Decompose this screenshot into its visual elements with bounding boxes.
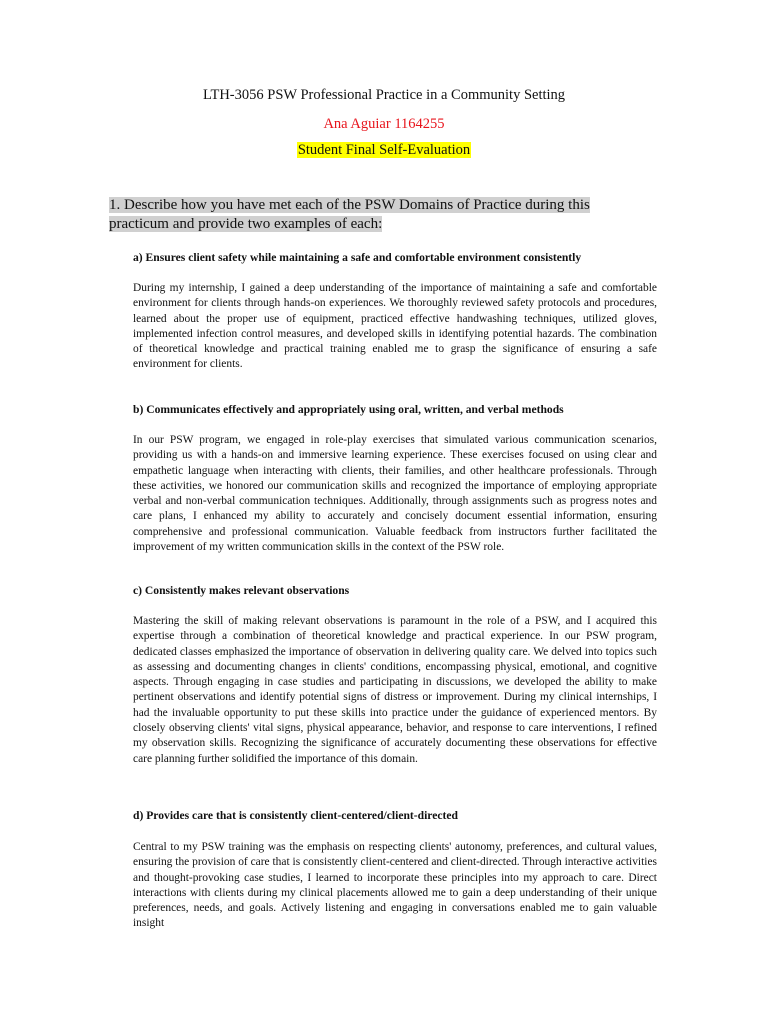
section-paragraph: Central to my PSW training was the emphasis on respecting clients' autonomy, preferences, and cultural values, ensuring the provision of care that is consistently client-centered and client-directed. Through interactive activities and thought-provoking case studies, I learned to incorporate these principles into my approach to care. Direct interactions with clients during my clinical placements allowed me to gain a deep understanding of their unique preferences, needs, and goals. Actively listening and engaging in conversations enabled me to gain valuable insight <box>133 841 657 930</box>
section-d <box>133 809 657 823</box>
section-a <box>133 251 657 265</box>
section-heading: c) Consistently makes relevant observations <box>133 584 350 597</box>
section-b <box>133 403 657 417</box>
question-line-1: 1. Describe how you have met each of the PSW Domains of Practice during this <box>109 197 590 213</box>
section-heading: a) Ensures client safety while maintaining a safe and comfortable environment consistently <box>133 251 582 264</box>
section-c-body <box>133 614 657 767</box>
section-d-body <box>133 840 657 932</box>
section-paragraph: Mastering the skill of making relevant observations is paramount in the role of a PSW, and I acquired this expertise through a combination of theoretical knowledge and practical experience. In our PSW program, dedicated classes emphasized the importance of observation in delivering quality care. We delved into topics such as assessing and documenting changes in clients' conditions, encompassing physical, emotional, and cognitive aspects. Through engaging in case studies and participating in discussions, we developed the ability to make pertinent observations and identify potential signs of distress or improvement. During my clinical internships, I had the invaluable opportunity to put these skills into practice under the guidance of experienced mentors. By closely observing clients' vital signs, physical appearance, behavior, and response to care interventions, I refined my observation skills. Recognizing the significance of accurately documenting these observations for effective care planning further solidified the importance of this domain. <box>133 615 657 765</box>
subtitle-highlight: Student Final Self-Evaluation <box>297 142 471 158</box>
student-name: Ana Aguiar 1164255 <box>323 116 445 132</box>
section-paragraph: During my internship, I gained a deep understanding of the importance of maintaining a safe and comfortable environment for clients through hands-on experiences. We thoroughly reviewed safety protocols and procedures, learned about the proper use of equipment, practiced effective handwashing techniques, utilized gloves, implemented infection control measures, and developed skills in identifying potential hazards. The combination of theoretical knowledge and practical training enabled me to grasp the significance of ensuring a safe environment for clients. <box>133 282 657 371</box>
question-line-2: practicum and provide two examples of each: <box>109 216 383 232</box>
section-heading: b) Communicates effectively and appropriately using oral, written, and verbal methods <box>133 403 564 416</box>
section-b-body <box>133 433 657 555</box>
section-a-body <box>133 281 657 373</box>
question-prompt <box>109 196 629 234</box>
section-c <box>133 584 657 598</box>
section-paragraph: In our PSW program, we engaged in role-play exercises that simulated various communication scenarios, providing us with a hands-on and immersive learning experience. These exercises focused on using clear and empathetic language when interacting with clients, their families, and other healthcare professionals. Through these activities, we honored our communication skills and recognized the importance of employing appropriate verbal and non-verbal communication techniques. Additionally, through assignments such as progress notes and care plans, I enhanced my ability to accurately and concisely document essential information, ensuring comprehensive and professional communication. Valuable feedback from instructors further facilitated the improvement of my written communication skills in the context of the PSW role. <box>133 434 657 554</box>
document-title: LTH-3056 PSW Professional Practice in a Community Setting <box>202 87 566 103</box>
document-subtitle <box>0 141 768 159</box>
section-heading: d) Provides care that is consistently client-centered/client-directed <box>133 809 458 822</box>
